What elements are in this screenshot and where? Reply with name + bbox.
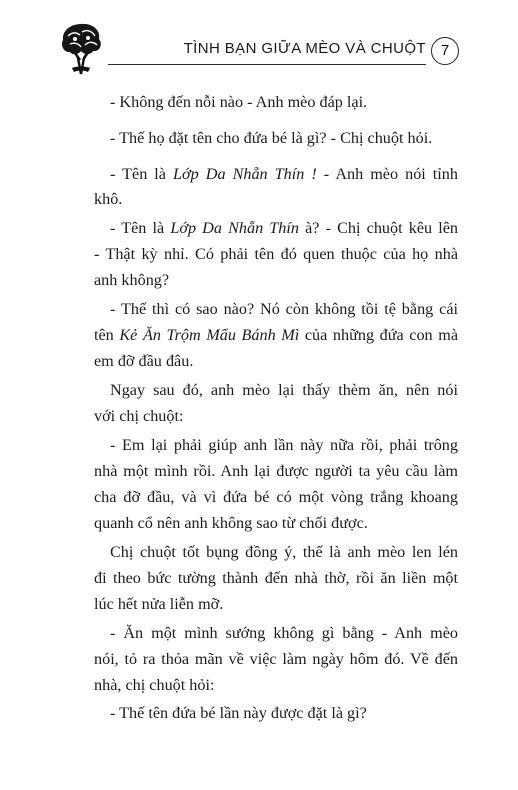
text-run: à? - Chị chuột kêu lên	[299, 219, 459, 237]
italic-name: Lớp Da Nhẵn Thín	[170, 219, 299, 237]
text-line	[94, 244, 458, 264]
page-number: 7	[431, 37, 459, 65]
text-run: - Em lại phải giúp anh lần này nữa rồi, phải trông	[110, 436, 458, 454]
text-line	[110, 164, 458, 184]
text-line	[110, 542, 458, 562]
text-line	[94, 487, 458, 507]
text-line	[110, 92, 367, 112]
text-line	[94, 568, 458, 588]
italic-name: Lớp Da Nhẵn Thín !	[173, 165, 317, 183]
text-run: lúc hết nửa liễn mỡ.	[94, 595, 224, 613]
text-line	[94, 649, 458, 669]
text-run: - Ăn một mình sướng không gì bằng - Anh mèo	[110, 624, 458, 642]
text-line	[110, 435, 458, 455]
text-run: của những đứa con mà	[299, 326, 459, 344]
text-run: nhà một mình rồi. Anh lại được người ta yêu cầu làm	[94, 462, 458, 480]
text-run: anh không?	[94, 271, 170, 289]
text-line	[94, 406, 183, 426]
text-run: - Thế họ đặt tên cho đứa bé là gì? - Chị chuột hỏi.	[110, 129, 433, 147]
text-line	[94, 461, 458, 481]
text-run: cha đỡ đầu, và vì đứa bé có một vòng trắng khoang	[94, 488, 458, 506]
text-line	[110, 218, 458, 238]
text-line	[94, 325, 458, 345]
text-line	[94, 675, 214, 695]
text-line	[94, 189, 122, 209]
text-run: - Tên là	[110, 165, 174, 183]
text-line	[94, 513, 368, 533]
text-run: khô.	[94, 190, 123, 208]
running-title: TÌNH BẠN GIỮA MÈO VÀ CHUỘT	[183, 40, 426, 57]
text-line	[110, 128, 432, 148]
text-run: - Thật kỳ nhỉ. Có phải tên đó quen thuộc của họ nhà	[94, 245, 458, 263]
text-run: - Thế thì có sao nào? Nó còn không tồi tệ bằng cái	[110, 300, 458, 318]
text-run: - Thế tên đứa bé lần này được đặt là gì?	[110, 704, 367, 722]
text-run: Ngay sau đó, anh mèo lại thấy thèm ăn, nên nói	[110, 381, 458, 399]
text-run: nhà, chị chuột hỏi:	[94, 676, 215, 694]
text-line	[110, 623, 458, 643]
text-run: em đỡ đầu đâu.	[94, 352, 194, 370]
text-run: - Không đến nỗi nào - Anh mèo đáp lại.	[110, 93, 368, 111]
text-run: Chị chuột tốt bụng đồng ý, thế là anh mèo len lén	[110, 543, 458, 561]
text-run: quanh cổ nên anh không sao từ chối được.	[94, 514, 368, 532]
text-line	[94, 351, 193, 371]
text-run: đi theo bức tường thành đến nhà thờ, rồi ăn liền một	[94, 569, 458, 587]
text-line	[110, 703, 367, 723]
text-line	[94, 594, 223, 614]
italic-name: Kẻ Ăn Trộm Mẩu Bánh Mì	[119, 326, 300, 344]
text-run: - Anh mèo nói tỉnh	[316, 165, 458, 183]
text-line	[110, 380, 458, 400]
text-run: với chị chuột:	[94, 407, 184, 425]
text-run: tên	[94, 326, 120, 344]
text-line	[110, 299, 458, 319]
text-line	[94, 270, 169, 290]
text-run: - Tên là	[110, 219, 171, 237]
text-run: nói, tỏ ra thỏa mãn về việc làm ngày hôm đó. Về đến	[94, 650, 458, 668]
